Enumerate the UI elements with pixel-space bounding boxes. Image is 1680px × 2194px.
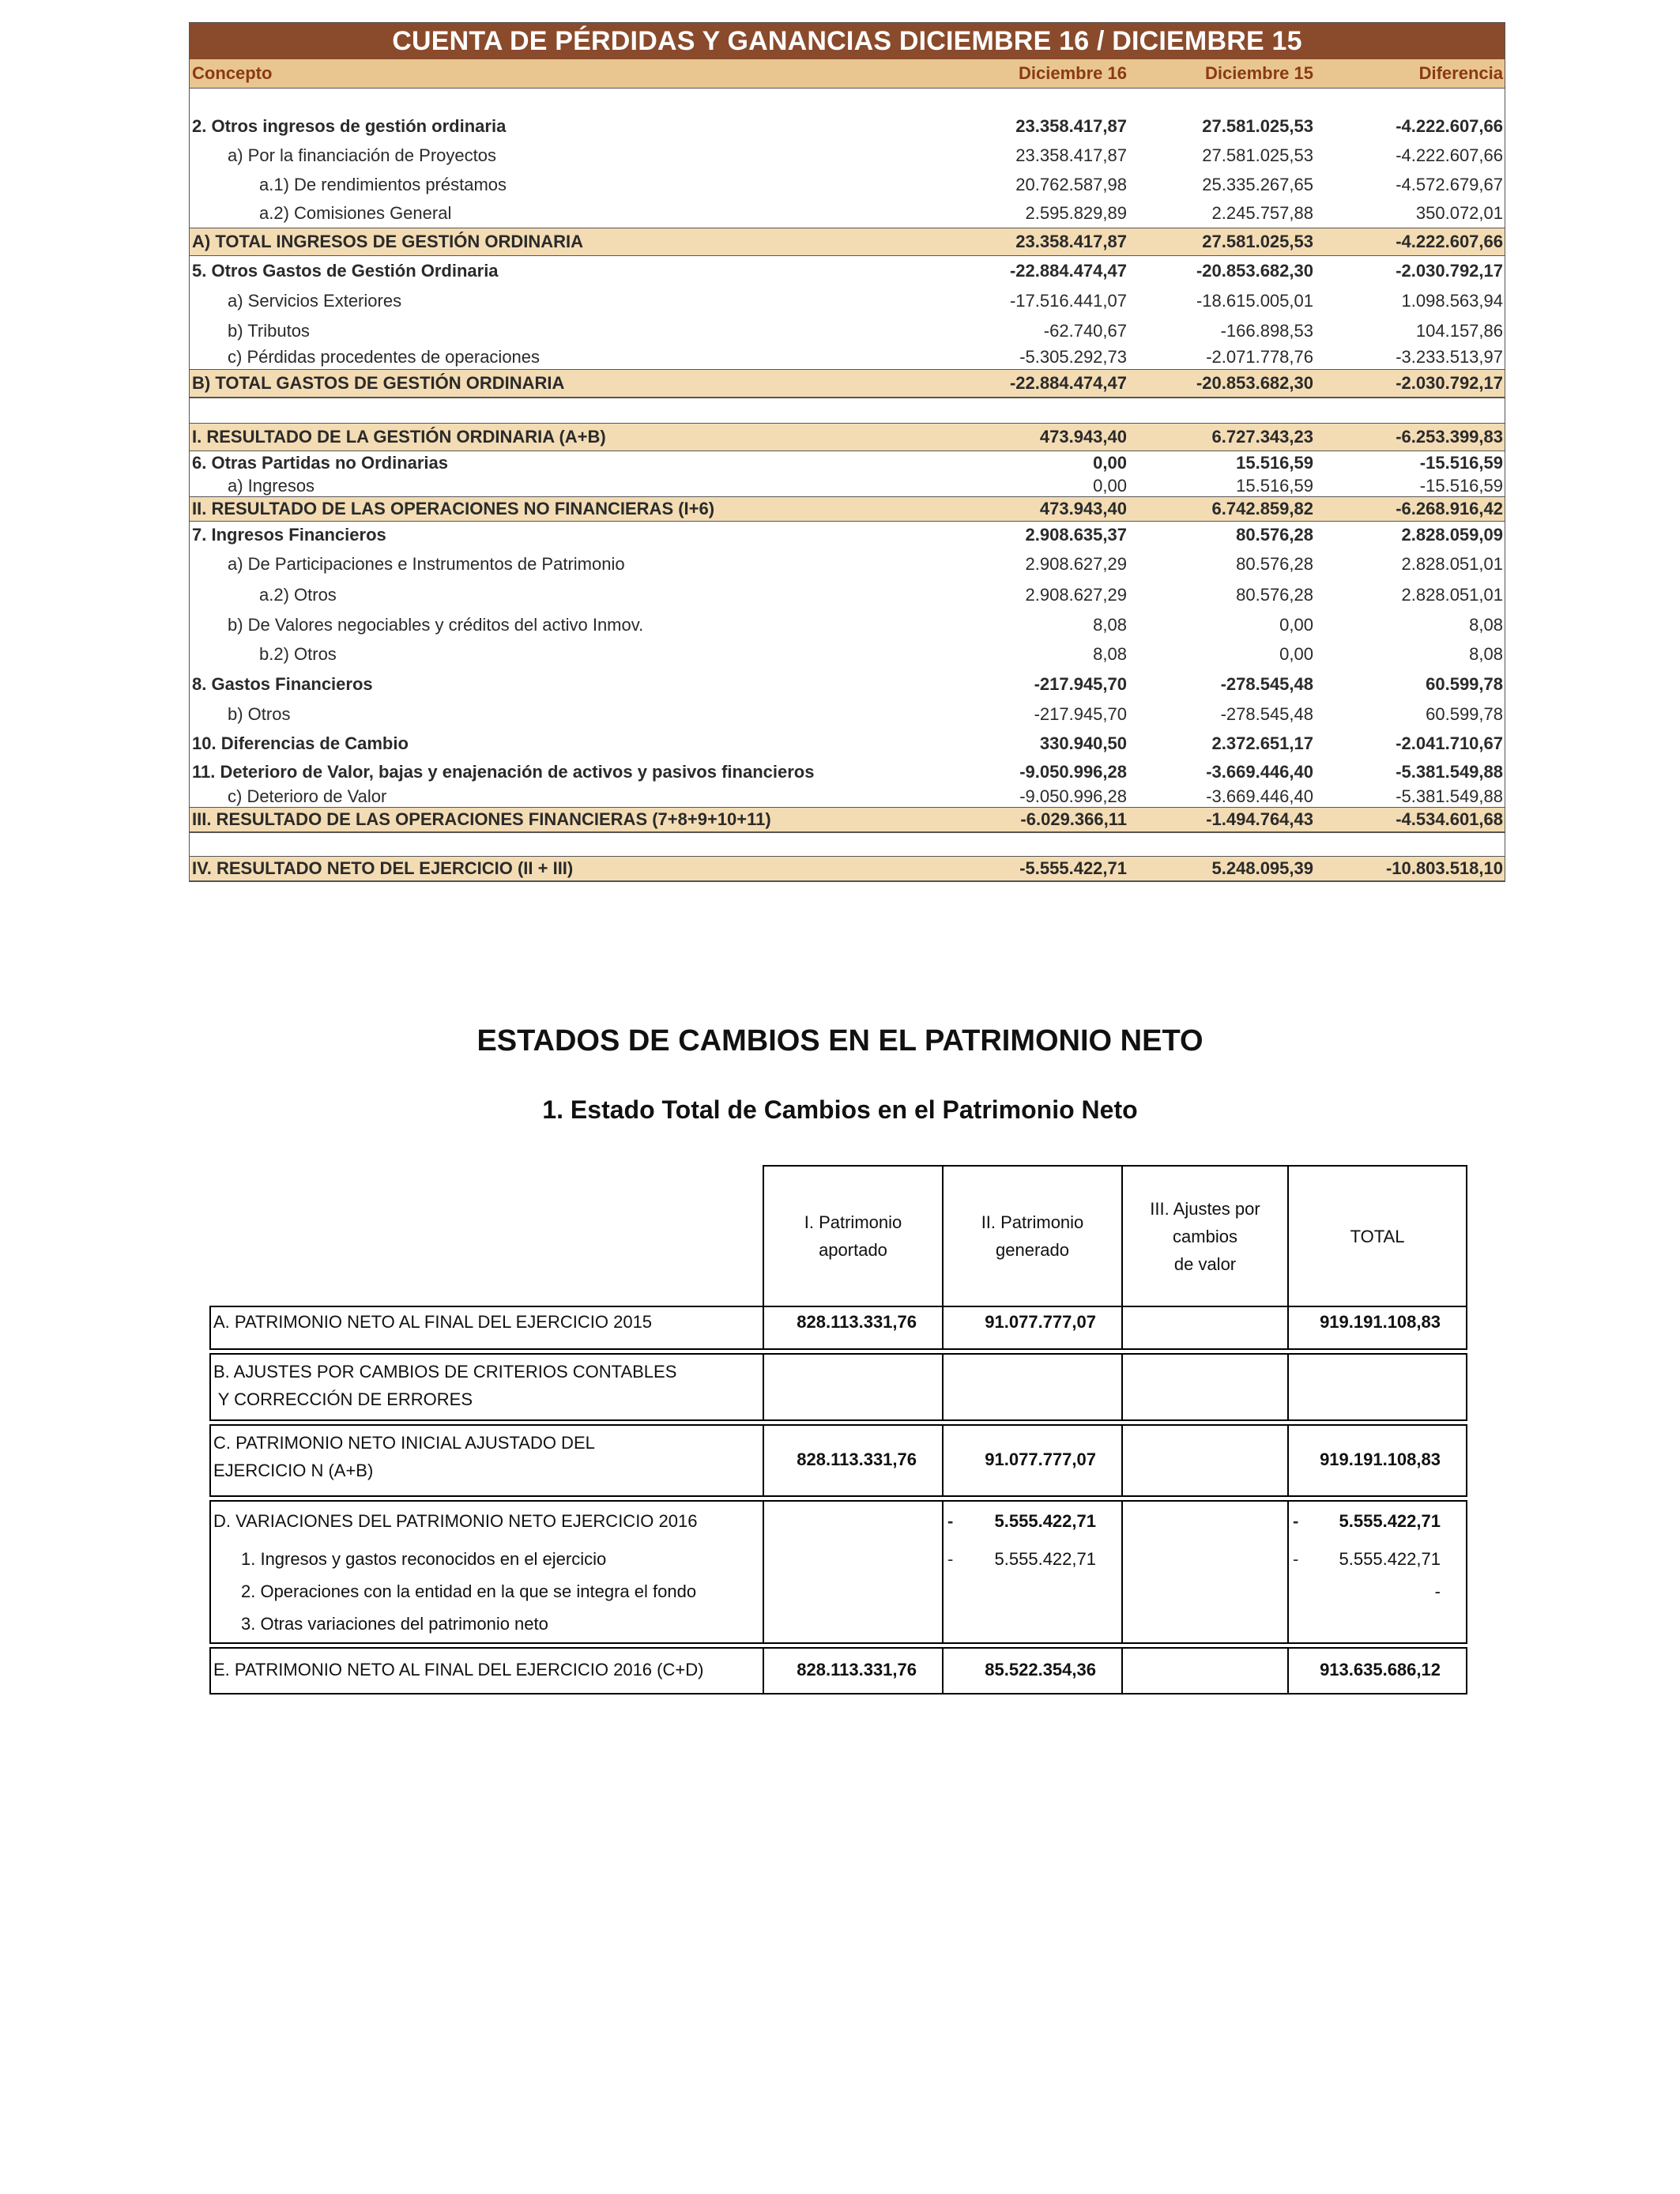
row-dic16: -5.555.422,71 (1019, 858, 1127, 878)
profit-loss-row (190, 369, 1505, 398)
row-diferencia: 60.599,78 (1426, 703, 1503, 724)
row-concepto: b) Tributos (228, 320, 310, 341)
row-dic15: -2.071.778,76 (1206, 347, 1313, 367)
row-a-total: 919.191.108,83 (1320, 1312, 1441, 1332)
row-c-aportado: 828.113.331,76 (797, 1449, 917, 1469)
row-diferencia: -2.030.792,17 (1396, 261, 1503, 281)
profit-loss-row (190, 256, 1505, 286)
row-d1-generado: 5.555.422,71 (994, 1549, 1096, 1569)
profit-loss-title: CUENTA DE PÉRDIDAS Y GANANCIAS DICIEMBRE 16 / DICIEMBRE 15 (190, 23, 1505, 59)
row-diferencia: -15.516,59 (1419, 453, 1503, 473)
row-dic16: 473.943,40 (1039, 499, 1127, 518)
row-c-label (213, 1429, 759, 1484)
row-d-total-minus: - (1293, 1511, 1299, 1531)
profit-loss-header-row (190, 59, 1505, 89)
row-concepto: 5. Otros Gastos de Gestión Ordinaria (192, 261, 499, 281)
row-dic16: -217.945,70 (1034, 673, 1127, 694)
row-dic15: 15.516,59 (1236, 475, 1313, 496)
row-concepto: a) Servicios Exteriores (228, 291, 402, 311)
row-e-generado: 85.522.354,36 (985, 1660, 1096, 1679)
row-b-label (213, 1358, 759, 1413)
row-a-aportado: 828.113.331,76 (797, 1312, 917, 1332)
row-concepto: a.2) Otros (259, 585, 337, 605)
header-diferencia: Diferencia (1418, 63, 1503, 83)
row-diferencia: 60.599,78 (1426, 673, 1503, 694)
row-dic15: 80.576,28 (1236, 525, 1313, 545)
row-dic15: 27.581.025,53 (1202, 145, 1313, 165)
profit-loss-row (190, 345, 1505, 369)
row-d1-total: 5.555.422,71 (1339, 1549, 1441, 1569)
row-dic15: 80.576,28 (1236, 554, 1313, 574)
row-dic15: 0,00 (1279, 643, 1313, 664)
row-dic15: 0,00 (1279, 614, 1313, 635)
row-dic16: 0,00 (1093, 453, 1127, 473)
row-b-line1: B. AJUSTES POR CAMBIOS DE CRITERIOS CONTABLES (213, 1362, 677, 1382)
row-d1-label: 1. Ingresos y gastos reconocidos en el ejercicio (241, 1549, 607, 1569)
row-dic15: 5.248.095,39 (1211, 858, 1313, 878)
profit-loss-row (190, 451, 1505, 475)
row-diferencia: -2.030.792,17 (1396, 373, 1503, 393)
section-heading: ESTADOS DE CAMBIOS EN EL PATRIMONIO NETO (477, 1024, 1203, 1057)
row-dic15: 27.581.025,53 (1202, 232, 1313, 251)
row-dic16: 20.762.587,98 (1015, 174, 1127, 194)
row-dic16: -9.050.996,28 (1019, 761, 1127, 782)
row-concepto: B) TOTAL GASTOS DE GESTIÓN ORDINARIA (192, 373, 565, 393)
row-dic15: -278.545,48 (1220, 673, 1313, 694)
row-concepto: b) Otros (228, 703, 291, 724)
col2-line1: II. Patrimonio (981, 1212, 1084, 1232)
row-concepto: 7. Ingresos Financieros (192, 525, 386, 545)
row-dic15: -3.669.446,40 (1206, 786, 1313, 806)
row-concepto: III. RESULTADO DE LAS OPERACIONES FINANCIERAS (7+8+9+10+11) (192, 809, 771, 829)
col2-line2: generado (996, 1240, 1069, 1260)
profit-loss-row (190, 111, 1505, 141)
row-concepto: 8. Gastos Financieros (192, 673, 373, 694)
row-diferencia: -4.222.607,66 (1396, 115, 1503, 136)
row-dic16: -62.740,67 (1043, 320, 1127, 341)
profit-loss-row (190, 316, 1505, 345)
col1-line1: I. Patrimonio (804, 1212, 902, 1232)
profit-loss-table (189, 22, 1505, 882)
col-total (1289, 1167, 1466, 1306)
row-diferencia: -5.381.549,88 (1396, 786, 1503, 806)
profit-loss-row (190, 580, 1505, 610)
profit-loss-row (190, 832, 1505, 856)
row-diferencia: 350.072,01 (1415, 203, 1503, 223)
row-d2-total: - (1434, 1581, 1441, 1601)
row-concepto: A) TOTAL INGRESOS DE GESTIÓN ORDINARIA (192, 232, 584, 251)
profit-loss-row (190, 496, 1505, 522)
row-dic15: -20.853.682,30 (1196, 261, 1313, 281)
row-dic15: 6.742.859,82 (1211, 499, 1313, 518)
row-dic15: -18.615.005,01 (1196, 291, 1313, 311)
row-diferencia: -4.222.607,66 (1396, 145, 1503, 165)
row-diferencia: -6.268.916,42 (1396, 499, 1503, 518)
row-diferencia: 1.098.563,94 (1401, 291, 1503, 311)
row-diferencia: 8,08 (1469, 643, 1503, 664)
header-dic16: Diciembre 16 (1019, 63, 1127, 83)
row-b-line2: Y CORRECCIÓN DE ERRORES (213, 1389, 473, 1409)
row-dic15: 80.576,28 (1236, 585, 1313, 605)
col-patrimonio-aportado (764, 1167, 942, 1306)
profit-loss-row (190, 729, 1505, 758)
row-diferencia: -4.222.607,66 (1396, 232, 1503, 251)
col1-line2: aportado (819, 1240, 887, 1260)
row-c-generado: 91.077.777,07 (985, 1449, 1096, 1469)
row-dic15: -3.669.446,40 (1206, 761, 1313, 782)
profit-loss-row (190, 610, 1505, 639)
col-ajustes-valor (1123, 1167, 1287, 1306)
row-dic15: 6.727.343,23 (1211, 427, 1313, 447)
row-c-total: 919.191.108,83 (1320, 1449, 1441, 1469)
profit-loss-row (190, 522, 1505, 548)
header-concepto: Concepto (192, 63, 273, 83)
row-dic16: 8,08 (1093, 614, 1127, 635)
row-diferencia: -5.381.549,88 (1396, 761, 1503, 782)
row-e-total: 913.635.686,12 (1320, 1660, 1441, 1679)
row-dic16: -22.884.474,47 (1009, 373, 1127, 393)
col3-line3: de valor (1173, 1253, 1237, 1274)
profit-loss-row (190, 286, 1505, 316)
profit-loss-row (190, 856, 1505, 881)
row-dic15: -278.545,48 (1220, 703, 1313, 724)
profit-loss-row (190, 786, 1505, 807)
row-diferencia: 2.828.051,01 (1401, 585, 1503, 605)
row-dic15: 2.245.757,88 (1211, 203, 1313, 223)
row-concepto: b) De Valores negociables y créditos del activo Inmov. (228, 614, 644, 635)
row-diferencia: 8,08 (1469, 614, 1503, 635)
row-concepto: II. RESULTADO DE LAS OPERACIONES NO FINANCIERAS (I+6) (192, 499, 715, 518)
profit-loss-row (190, 807, 1505, 832)
profit-loss-row (190, 475, 1505, 496)
row-dic15: 2.372.651,17 (1211, 733, 1313, 753)
profit-loss-row (190, 228, 1505, 256)
row-diferencia: -4.572.679,67 (1396, 174, 1503, 194)
row-a-label: A. PATRIMONIO NETO AL FINAL DEL EJERCICIO 2015 (213, 1312, 653, 1332)
row-d-generado: 5.555.422,71 (994, 1511, 1096, 1531)
row-concepto: c) Pérdidas procedentes de operaciones (228, 347, 541, 367)
row-d1-total-minus: - (1293, 1549, 1299, 1569)
row-dic16: 2.908.627,29 (1025, 585, 1127, 605)
row-concepto: a) Por la financiación de Proyectos (228, 145, 496, 165)
section-subheading: 1. Estado Total de Cambios en el Patrimonio Neto (542, 1095, 1138, 1124)
row-diferencia: -4.534.601,68 (1396, 809, 1503, 829)
col3-line2: cambios (1173, 1226, 1237, 1246)
row-concepto: 10. Diferencias de Cambio (192, 733, 409, 753)
row-dic16: -6.029.366,11 (1020, 809, 1127, 829)
row-diferencia: -15.516,59 (1419, 475, 1503, 496)
profit-loss-row (190, 141, 1505, 170)
row-dic16: 8,08 (1093, 643, 1127, 664)
row-concepto: 2. Otros ingresos de gestión ordinaria (192, 115, 507, 136)
row-dic16: -217.945,70 (1034, 703, 1127, 724)
row-diferencia: -6.253.399,83 (1396, 427, 1503, 447)
row-concepto: I. RESULTADO DE LA GESTIÓN ORDINARIA (A+B) (192, 427, 606, 447)
row-e-aportado: 828.113.331,76 (797, 1660, 917, 1679)
row-concepto: a.2) Comisiones General (259, 203, 452, 223)
row-concepto: IV. RESULTADO NETO DEL EJERCICIO (II + III) (192, 858, 574, 878)
col-patrimonio-generado (944, 1167, 1121, 1306)
row-dic16: 23.358.417,87 (1015, 115, 1127, 136)
row-dic16: -22.884.474,47 (1009, 261, 1127, 281)
row-concepto: 11. Deterioro de Valor, bajas y enajenación de activos y pasivos financieros (192, 761, 815, 782)
profit-loss-row (190, 170, 1505, 199)
profit-loss-row (190, 398, 1505, 423)
header-dic15: Diciembre 15 (1205, 63, 1313, 83)
row-dic15: 15.516,59 (1236, 453, 1313, 473)
profit-loss-row (190, 423, 1505, 451)
profit-loss-row (190, 639, 1505, 669)
row-concepto: 6. Otras Partidas no Ordinarias (192, 453, 449, 473)
row-dic16: 0,00 (1093, 475, 1127, 496)
row-dic15: 25.335.267,65 (1202, 174, 1313, 194)
profit-loss-row (190, 89, 1505, 111)
row-dic15: -166.898,53 (1220, 320, 1313, 341)
row-diferencia: 2.828.059,09 (1401, 525, 1503, 545)
row-dic16: -17.516.441,07 (1009, 291, 1127, 311)
row-diferencia: -10.803.518,10 (1385, 858, 1503, 878)
row-diferencia: 104.157,86 (1415, 320, 1503, 341)
row-dic16: -9.050.996,28 (1019, 786, 1127, 806)
row-d1-generado-minus: - (947, 1549, 954, 1569)
row-dic15: 27.581.025,53 (1202, 115, 1313, 136)
row-dic16: -5.305.292,73 (1019, 347, 1127, 367)
profit-loss-row (190, 669, 1505, 699)
profit-loss-row (190, 699, 1505, 729)
row-diferencia: -3.233.513,97 (1396, 347, 1503, 367)
row-dic15: -20.853.682,30 (1196, 373, 1313, 393)
row-concepto: c) Deterioro de Valor (228, 786, 387, 806)
row-dic16: 330.940,50 (1039, 733, 1127, 753)
profit-loss-row (190, 199, 1505, 228)
row-d3-label: 3. Otras variaciones del patrimonio neto (241, 1614, 548, 1634)
row-concepto: b.2) Otros (259, 643, 337, 664)
row-concepto: a) De Participaciones e Instrumentos de Patrimonio (228, 554, 625, 574)
col4-label: TOTAL (1350, 1226, 1405, 1246)
row-c-line1: C. PATRIMONIO NETO INICIAL AJUSTADO DEL (213, 1433, 595, 1453)
row-dic16: 2.908.635,37 (1025, 525, 1127, 545)
row-concepto: a) Ingresos (228, 475, 315, 496)
row-d2-label: 2. Operaciones con la entidad en la que se integra el fondo (241, 1581, 697, 1601)
row-diferencia: -2.041.710,67 (1396, 733, 1503, 753)
row-dic15: -1.494.764,43 (1206, 809, 1313, 829)
row-a-generado: 91.077.777,07 (985, 1312, 1096, 1332)
row-concepto: a.1) De rendimientos préstamos (259, 174, 507, 194)
row-d-generado-minus: - (947, 1511, 954, 1531)
row-e-label: E. PATRIMONIO NETO AL FINAL DEL EJERCICIO 2016 (C+D) (213, 1660, 704, 1679)
row-d-label: D. VARIACIONES DEL PATRIMONIO NETO EJERCICIO 2016 (213, 1511, 698, 1531)
row-dic16: 2.595.829,89 (1025, 203, 1127, 223)
row-dic16: 473.943,40 (1039, 427, 1127, 447)
row-dic16: 2.908.627,29 (1025, 554, 1127, 574)
profit-loss-row (190, 548, 1505, 580)
row-c-line2: EJERCICIO N (A+B) (213, 1461, 374, 1480)
col3-line1: III. Ajustes por (1150, 1198, 1260, 1219)
profit-loss-body (190, 89, 1505, 881)
row-dic16: 23.358.417,87 (1015, 232, 1127, 251)
row-d-total: 5.555.422,71 (1339, 1511, 1441, 1531)
profit-loss-row (190, 758, 1505, 786)
row-diferencia: 2.828.051,01 (1401, 554, 1503, 574)
row-dic16: 23.358.417,87 (1015, 145, 1127, 165)
